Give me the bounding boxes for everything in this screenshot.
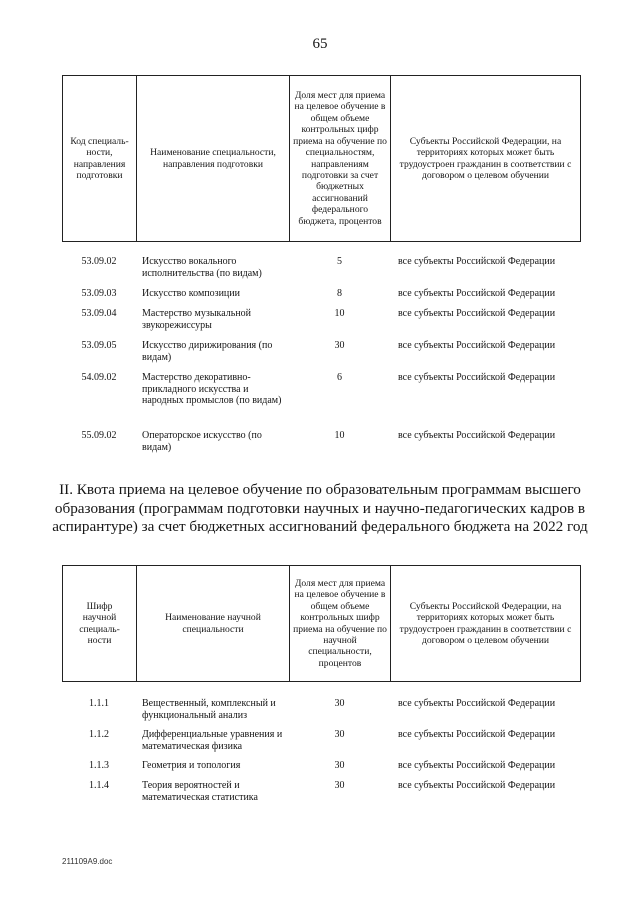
row-code: 55.09.02 <box>81 430 117 441</box>
table1-header-share: Доля мест для приема на целевое обучение в общем объеме контрольных цифр приема на обучение по специальностям, направлениям подготовки за счет бюджетных ассигнований федерального бюджета, процентов <box>290 76 391 242</box>
page-number: 65 <box>312 36 328 52</box>
row-share: 30 <box>334 780 345 791</box>
row-name: Искусство вокального исполнительства (по видам) <box>142 256 262 279</box>
table2-header-share: Доля мест для приема на целевое обучение в общем объеме контрольных шифр приема на обучение по научной специальности, процентов <box>290 566 391 682</box>
row-name: Операторское искусство (по видам) <box>142 430 262 453</box>
table2-header-code: Шифр научной специаль-ности <box>63 566 137 682</box>
row-share: 10 <box>334 308 345 319</box>
section-title: II. Квота приема на целевое обучение по образовательным программам высшего образования (программам подготовки научных и научно-педагогических кадров в аспирантуре) за счет бюджетных ассигнований федерального бюджета на 2022 год <box>52 481 588 536</box>
row-subjects: все субъекты Российской Федерации <box>398 288 556 299</box>
row-share: 30 <box>334 340 345 351</box>
table2-header <box>62 565 581 682</box>
row-subjects: все субъекты Российской Федерации <box>398 760 556 771</box>
row-code: 1.1.3 <box>89 760 109 771</box>
row-name: Теория вероятностей и математическая статистика <box>142 780 258 803</box>
row-subjects: все субъекты Российской Федерации <box>398 256 556 267</box>
table1-header-code: Код специаль-ности, направления подготовки <box>63 76 137 242</box>
row-subjects: все субъекты Российской Федерации <box>398 430 556 441</box>
row-share: 5 <box>337 256 342 267</box>
row-code: 1.1.1 <box>89 698 109 709</box>
row-name: Искусство дирижирования (по видам) <box>142 340 273 363</box>
row-name: Мастерство музыкальной звукорежиссуры <box>142 308 252 331</box>
row-code: 53.09.02 <box>81 256 117 267</box>
row-share: 30 <box>334 729 345 740</box>
row-name: Дифференциальные уравнения и математическая физика <box>142 729 283 752</box>
row-subjects: все субъекты Российской Федерации <box>398 780 556 791</box>
table2-header-subjects: Субъекты Российской Федерации, на территориях которых может быть трудоустроен гражданин в соответствии с договором о целевом обучении <box>391 566 581 682</box>
row-code: 1.1.4 <box>89 780 109 791</box>
table1-header-name: Наименование специальности, направления подготовки <box>137 76 290 242</box>
row-share: 6 <box>337 372 342 383</box>
row-share: 30 <box>334 698 345 709</box>
table1-header <box>62 75 581 242</box>
row-subjects: все субъекты Российской Федерации <box>398 372 556 383</box>
table1-header-subjects: Субъекты Российской Федерации, на территориях которых может быть трудоустроен гражданин в соответствии с договором о целевом обучении <box>391 76 581 242</box>
row-subjects: все субъекты Российской Федерации <box>398 340 556 351</box>
row-name: Геометрия и топология <box>142 760 241 771</box>
row-name: Искусство композиции <box>142 288 240 299</box>
row-code: 53.09.05 <box>81 340 117 351</box>
row-code: 53.09.04 <box>81 308 117 319</box>
table2-header-name: Наименование научной специальности <box>137 566 290 682</box>
row-subjects: все субъекты Российской Федерации <box>398 698 556 709</box>
row-code: 1.1.2 <box>89 729 109 740</box>
row-code: 54.09.02 <box>81 372 117 383</box>
row-share: 10 <box>334 430 345 441</box>
row-name: Мастерство декоративно-прикладного искусства и народных промыслов (по видам) <box>142 372 282 407</box>
row-name: Вещественный, комплексный и функциональный анализ <box>142 698 276 721</box>
row-share: 8 <box>337 288 342 299</box>
footer-filename: 211109A9.doc <box>62 857 113 866</box>
row-subjects: все субъекты Российской Федерации <box>398 729 556 740</box>
row-share: 30 <box>334 760 345 771</box>
row-code: 53.09.03 <box>81 288 117 299</box>
row-subjects: все субъекты Российской Федерации <box>398 308 556 319</box>
